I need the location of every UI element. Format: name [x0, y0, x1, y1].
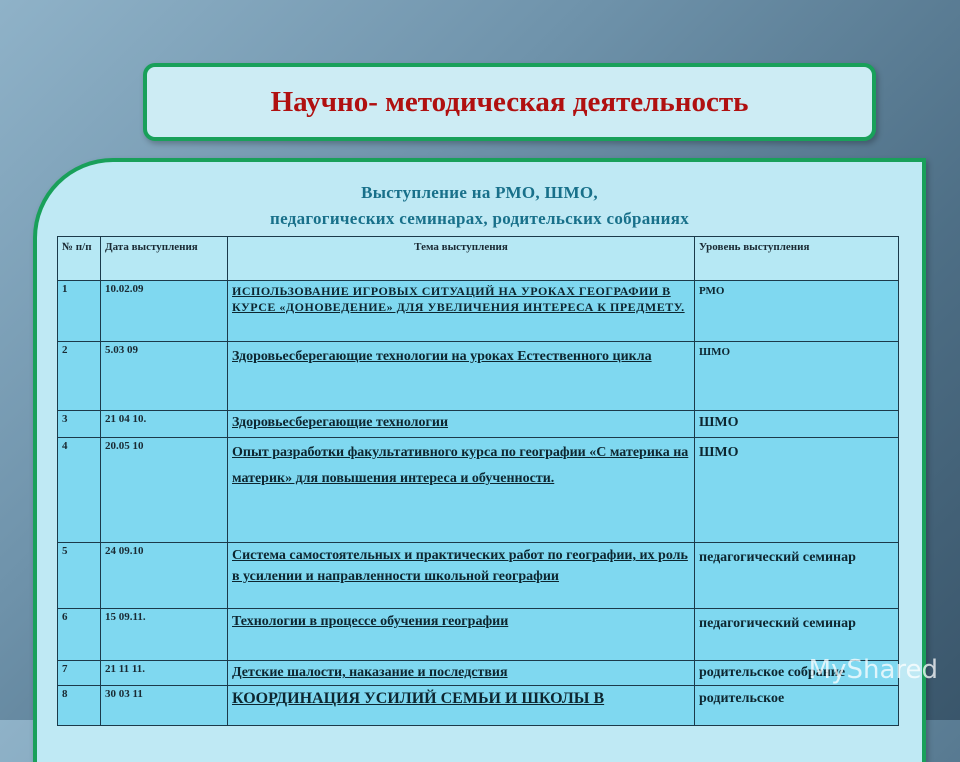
row-topic: Система самостоятельных и практических работ по географии, их роль в усилении и направленности школьной географии [228, 543, 695, 609]
row-level: педагогический семинар [695, 543, 899, 609]
table-row [58, 281, 899, 342]
header-level: Уровень выступления [695, 237, 899, 281]
row-num: 4 [58, 438, 101, 543]
row-date: 15 09.11. [101, 609, 228, 661]
row-date: 21 11 11. [101, 661, 228, 686]
row-date: 24 09.10 [101, 543, 228, 609]
row-level: РМО [695, 281, 899, 342]
table-header-row [58, 237, 899, 281]
table-row [58, 342, 899, 411]
row-date: 30 03 11 [101, 686, 228, 726]
watermark: MyShared [808, 655, 938, 685]
header-topic: Тема выступления [228, 237, 695, 281]
table-row [58, 661, 899, 686]
row-num: 1 [58, 281, 101, 342]
table-row [58, 609, 899, 661]
title-box [143, 63, 876, 141]
subtitle-line-2: педагогических семинарах, родительских собраниях [269, 209, 690, 228]
presentations-table [57, 236, 899, 726]
header-date: Дата выступления [101, 237, 228, 281]
row-level: ШМО [695, 411, 899, 438]
row-date: 10.02.09 [101, 281, 228, 342]
row-topic: Опыт разработки факультативного курса по географии «С материка на материк» для повышения интереса и обученности. [228, 438, 695, 543]
row-topic: Здоровьесберегающие технологии на уроках Естественного цикла [228, 342, 695, 411]
row-level: родительское собрание [695, 661, 899, 686]
row-topic: Здоровьесберегающие технологии [228, 411, 695, 438]
row-topic: Технологии в процессе обучения географии [228, 609, 695, 661]
row-date: 5.03 09 [101, 342, 228, 411]
subtitle-line-1: Выступление на РМО, ШМО, [361, 183, 598, 202]
row-topic: ИСПОЛЬЗОВАНИЕ ИГРОВЫХ СИТУАЦИЙ НА УРОКАХ ГЕОГРАФИИ В КУРСЕ «ДОНОВЕДЕНИЕ» ДЛЯ УВЕЛИЧЕНИЯ ИНТЕРЕСА К ПРЕДМЕТУ. [228, 281, 695, 342]
row-level: ШМО [695, 342, 899, 411]
row-num: 8 [58, 686, 101, 726]
row-level: ШМО [695, 438, 899, 543]
row-date: 21 04 10. [101, 411, 228, 438]
row-num: 2 [58, 342, 101, 411]
row-num: 5 [58, 543, 101, 609]
row-num: 7 [58, 661, 101, 686]
table-row [58, 411, 899, 438]
row-level: родительское [695, 686, 899, 726]
row-topic: Детские шалости, наказание и последствия [228, 661, 695, 686]
header-num: № п/п [58, 237, 101, 281]
row-date: 20.05 10 [101, 438, 228, 543]
row-topic: КООРДИНАЦИЯ УСИЛИЙ СЕМЬИ И ШКОЛЫ В [228, 686, 695, 726]
page-title: Научно- методическая деятельность [270, 85, 749, 118]
table-row [58, 438, 899, 543]
row-level: педагогический семинар [695, 609, 899, 661]
row-num: 3 [58, 411, 101, 438]
row-num: 6 [58, 609, 101, 661]
table-row [58, 543, 899, 609]
